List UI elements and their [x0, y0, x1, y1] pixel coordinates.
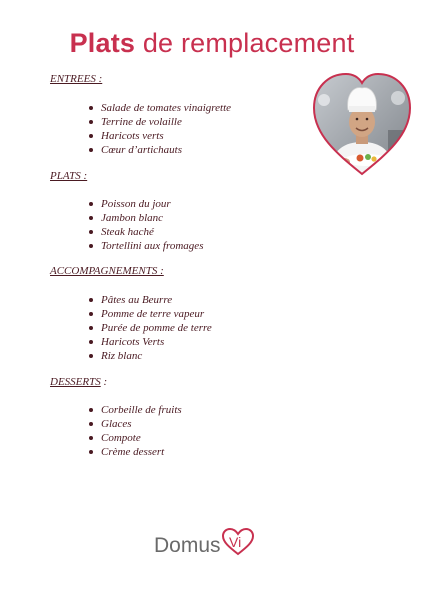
section-desserts-heading: DESSERTS : [50, 376, 108, 388]
list-item: Purée de pomme de terre [86, 321, 212, 335]
chef-heart-photo [310, 70, 414, 178]
section-accompagnements-heading: ACCOMPAGNEMENTS : [50, 265, 164, 277]
heart-logo-icon [221, 528, 255, 562]
list-item: Cœur d’artichauts [86, 143, 231, 157]
list-item: Haricots Verts [86, 335, 212, 349]
list-item: Steak haché [86, 225, 203, 239]
svg-text:Vi: Vi [228, 534, 241, 550]
title-bold: Plats [69, 28, 136, 58]
list-item: Pomme de terre vapeur [86, 307, 212, 321]
list-item: Compote [86, 431, 182, 445]
logo-text: Domus [154, 534, 221, 557]
list-item: Corbeille de fruits [86, 403, 182, 417]
list-plats [86, 197, 203, 253]
list-item: Poisson du jour [86, 197, 203, 211]
list-accompagnements [86, 293, 212, 363]
domusvi-logo [154, 528, 255, 562]
section-entrees-heading: ENTREES : [50, 73, 103, 85]
page-title [0, 28, 424, 59]
list-item: Glaces [86, 417, 182, 431]
list-item: Crème dessert [86, 445, 182, 459]
list-item: Pâtes au Beurre [86, 293, 212, 307]
list-item: Terrine de volaille [86, 115, 231, 129]
title-rest: de remplacement [142, 28, 355, 58]
list-item: Haricots verts [86, 129, 231, 143]
list-item: Tortellini aux fromages [86, 239, 203, 253]
section-plats-heading: PLATS : [50, 170, 88, 182]
list-entrees [86, 101, 231, 157]
list-item: Salade de tomates vinaigrette [86, 101, 231, 115]
list-item: Jambon blanc [86, 211, 203, 225]
list-item: Riz blanc [86, 349, 212, 363]
list-desserts [86, 403, 182, 459]
